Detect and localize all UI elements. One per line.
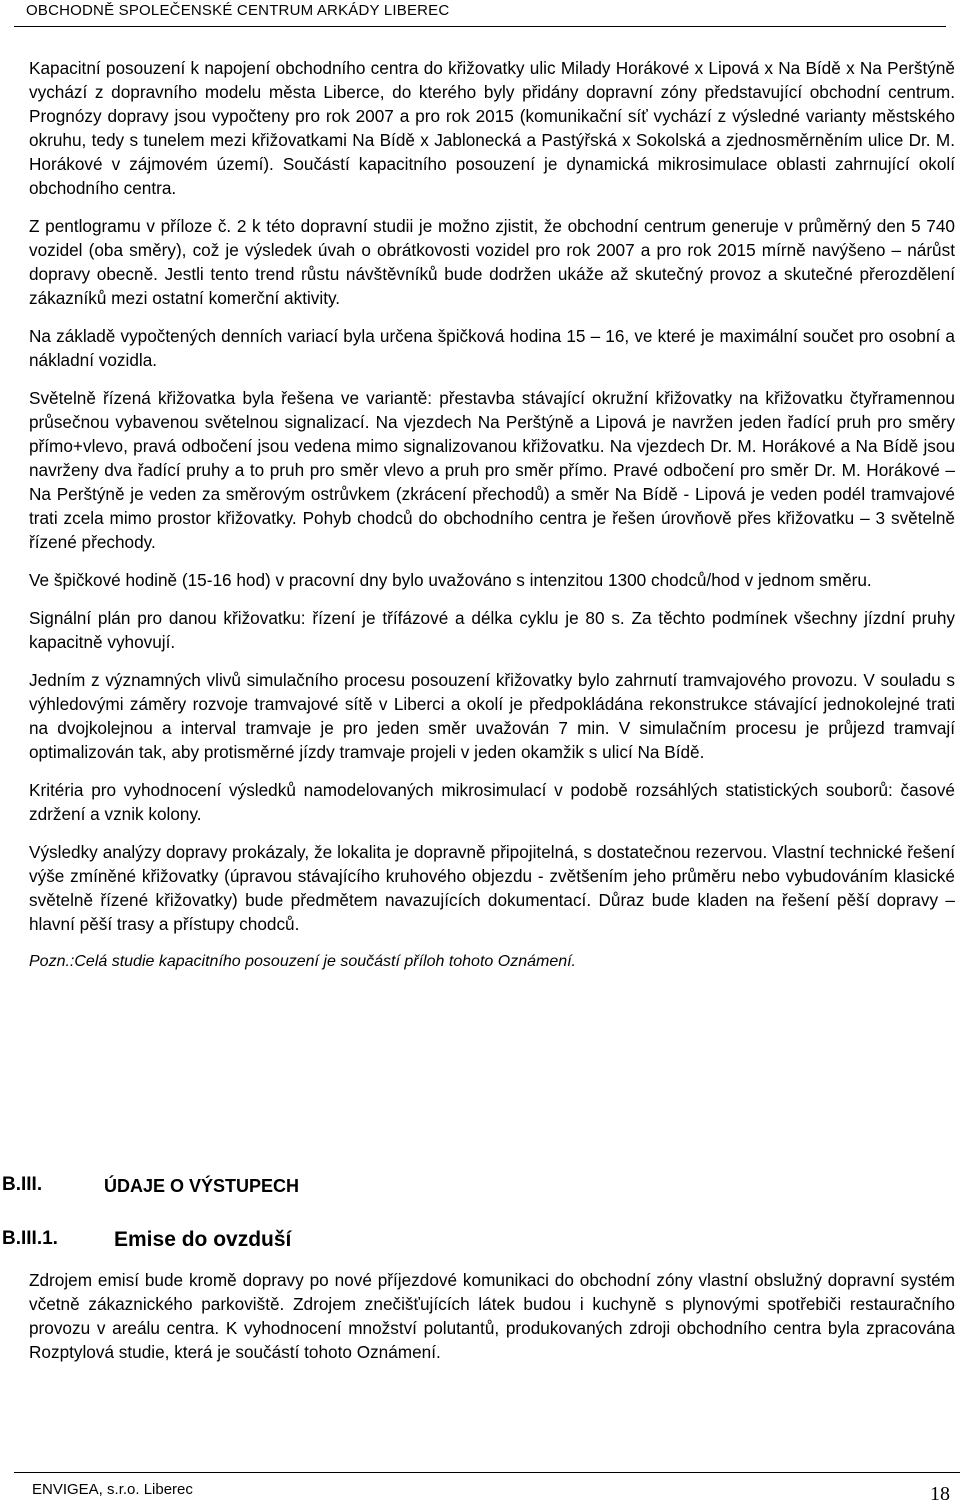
paragraph-results: Výsledky analýzy dopravy prokázaly, že lokalita je dopravně připojitelná, s dostatečnou rezervou. Vlastní technické řešení výše zmíněné křižovatky (úpravou stávajícího kruhového objezdu - zvětšením jeho průměru nebo vybudováním klasické světelně řízené křižovatky) bude předmětem navazujících dokumentací. Důraz bude kladen na řešení pěší dopravy – hlavní pěší trasy a přístupy chodců.	[29, 842, 955, 934]
paragraph-signal-plan: Signální plán pro danou křižovatku: řízení je třífázové a délka cyklu je 80 s. Za těchto podmínek všechny jízdní pruhy kapacitně vyhovují.	[29, 608, 955, 652]
paragraph-peak-hour: Na základě vypočtených denních variací byla určena špičková hodina 15 – 16, ve které je maximální součet pro osobní a nákladní vozidla.	[29, 326, 955, 370]
paragraph-signalized-intersection: Světelně řízená křižovatka byla řešena ve variantě: přestavba stávající okružní křižovatky na křižovatku čtyřramennou průsečnou vybavenou světelnou signalizací. Na vjezdech Na Perštýně a Lipová je navržen jeden řadící pruh pro směry přímo+vlevo, pravá odbočení jsou vedena mimo signalizovanou křižovatku. Na vjezdech Dr. M. Horákové a Na Bídě jsou navrženy dva řadící pruhy a to pruh pro směr vlevo a pruh pro směr přímo. Pravé odbočení pro směr Dr. M. Horákové – Na Perštýně je veden za směrovým ostrůvkem (zkrácení přechodů) a směr Na Bídě - Lipová je veden podél tramvajové trati zcela mimo prostor křižovatky. Pohyb chodců do obchodního centra je řešen úrovňově přes křižovatku – 3 světelně řízené přechody.	[29, 388, 955, 552]
paragraph-pentlogram: Z pentlogramu v příloze č. 2 k této dopravní studii je možno zjistit, že obchodní centrum generuje v průměrný den 5 740 vozidel (oba směry), což je výsledek úvah o obrátkovosti vozidel pro rok 2007 a pro rok 2015 mírně navýšeno – nárůst dopravy obecně. Jestli tento trend růstu návštěvníků bude dodržen ukáže až skutečný provoz a skutečné přerozdělení zákazníků mezi ostatní komerční aktivity.	[29, 216, 955, 308]
document-title: OBCHODNĚ SPOLEČENSKÉ CENTRUM ARKÁDY LIBEREC	[26, 2, 450, 19]
paragraph-capacity-assessment: Kapacitní posouzení k napojení obchodního centra do křižovatky ulic Milady Horákové x Lipová x Na Bídě x Na Perštýně vychází z dopravního modelu města Liberce, do kterého byly přidány dopravní zóny představující obchodní centrum. Prognózy dopravy jsou vypočteny pro rok 2007 a pro rok 2015 (komunikační síť vychází z výsledné varianty městského okruhu, tedy s tunelem mezi křižovatkami Na Bídě x Jablonecká a Pastýřská x Sokolská a zjednosměrněním ulice Dr. M. Horákové v zájmovém území). Součástí kapacitního posouzení je dynamická mikrosimulace oblasti zahrnující okolí obchodního centra.	[29, 58, 955, 198]
subsection-number: B.III.1.	[2, 1228, 58, 1249]
paragraph-criteria: Kritéria pro vyhodnocení výsledků namodelovaných mikrosimulací v podobě rozsáhlých statistických souborů: časové zdržení a vznik kolony.	[29, 780, 955, 824]
note: Pozn.:Celá studie kapacitního posouzení je součástí příloh tohoto Oznámení.	[29, 953, 576, 970]
paragraph-emissions: Zdrojem emisí bude kromě dopravy po nové příjezdové komunikaci do obchodní zóny vlastní obslužný dopravní systém včetně zákaznického parkoviště. Zdrojem znečišťujících látek budou i kuchyně s plynovými spotřebiči restauračního provozu v areálu centra. K vyhodnocení množství polutantů, produkovaných zdroji obchodního centra byla zpracována Rozptylová studie, která je součástí tohoto Oznámení.	[29, 1270, 955, 1362]
paragraph-tram-traffic: Jedním z významných vlivů simulačního procesu posouzení křižovatky bylo zahrnutí tramvajového provozu. V souladu s výhledovými záměry rozvoje tramvajové sítě v Liberci a okolí je předpokládána rekonstrukce stávající jednokolejné trati na dvojkolejnou a interval tramvaje je pro jeden směr uvažován 7 min. V simulačním procesu je průjezd tramvají optimalizován tak, aby protisměrné jízdy tramvaje projeli v jeden okamžik s ulicí Na Bídě.	[29, 670, 955, 762]
main-content	[29, 56, 955, 988]
page-number: 18	[930, 1483, 950, 1505]
subsection-title: Emise do ovzduší	[114, 1228, 292, 1251]
section-title: ÚDAJE O VÝSTUPECH	[104, 1176, 300, 1196]
paragraph-pedestrians: Ve špičkové hodině (15-16 hod) v pracovní dny bylo uvažováno s intenzitou 1300 chodců/hod v jednom směru.	[29, 570, 872, 590]
section-number: B.III.	[2, 1174, 43, 1195]
page-footer	[14, 1472, 960, 1506]
page-header	[14, 0, 946, 27]
footer-company: ENVIGEA, s.r.o. Liberec	[32, 1481, 193, 1498]
